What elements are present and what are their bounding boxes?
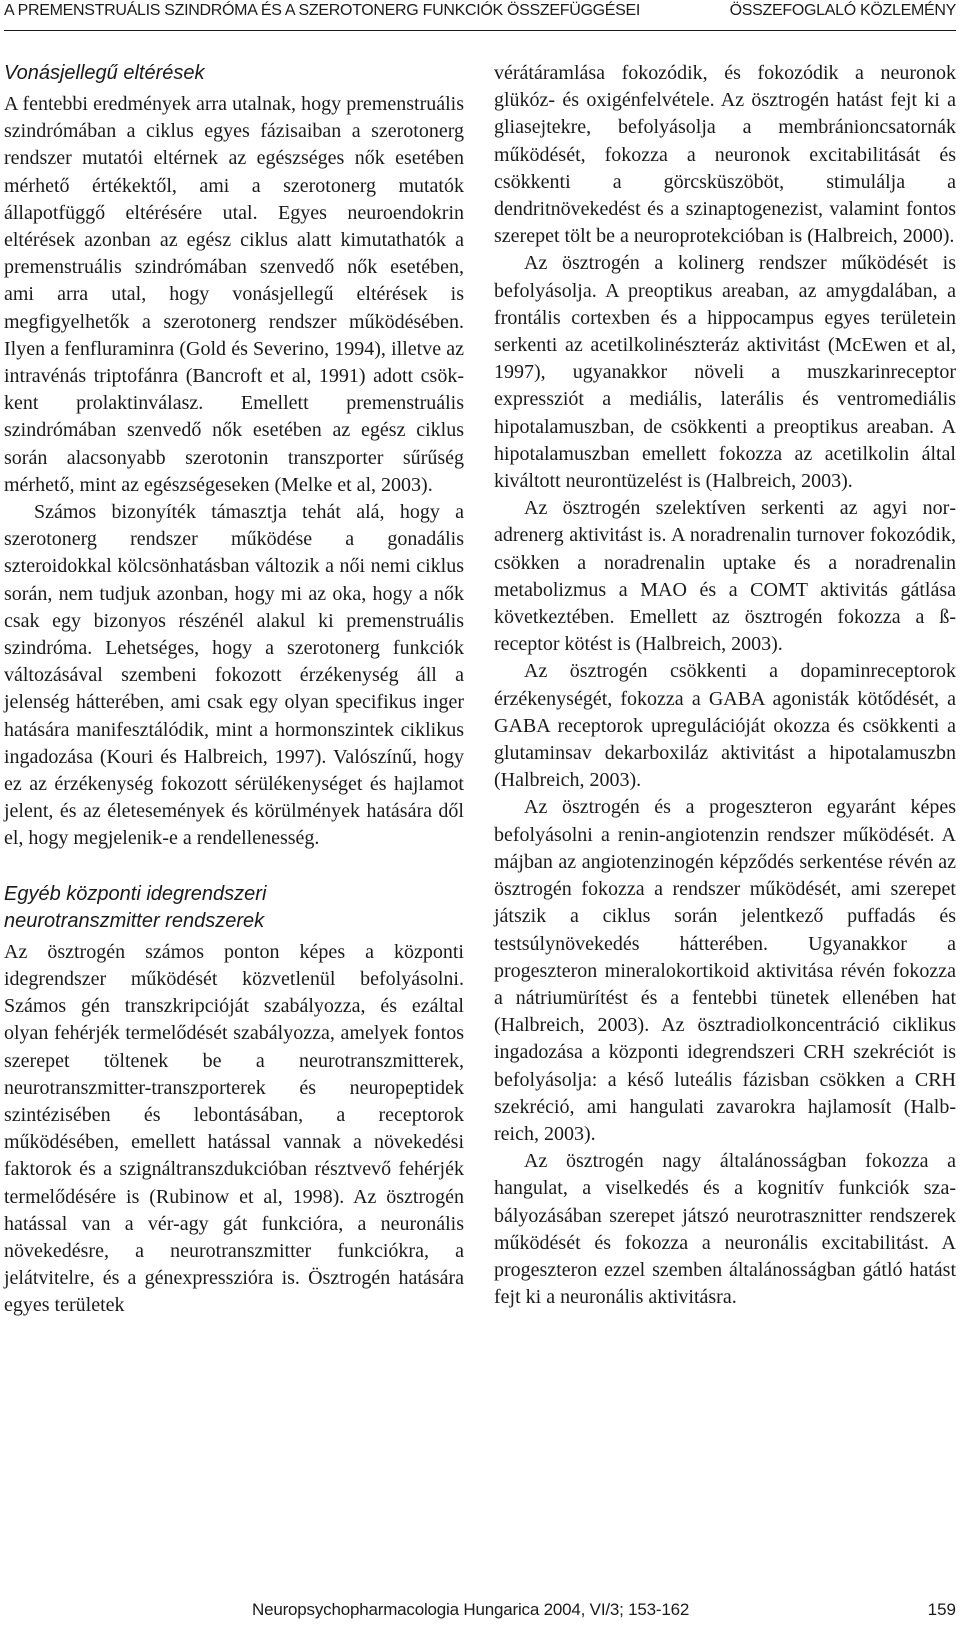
left-column [4,60,464,1320]
paragraph: A fentebbi eredmények arra utalnak, hogy premenstruális szindrómában a ciklus egyes fázisaiban a szerotonerg rendszer mutatói eltérnek az egészséges nők esetében mérhető értékektől, ami a szerotonerg mutatók állapotfüggő eltérésére utal. Egyes neuroendokrin eltérések azonban az egész ciklus alatt kimutathatók a premenstruális szindrómában szenvedő nők esetében, ami arra utal, hogy vonásjellegű eltérések is megfigyelhetők a szerotonerg rendszer működésében. Ilyen a fenfluraminra (Gold és Severino, 1994), illetve az intravénás triptofánra (Bancroft et al, 1991) adott csökkent prolaktinválasz. Emellett premenstruális szindrómában szenvedő nők esetében az egész ciklus során alacsonyabb szerotonin transzporter sűrűség mérhető, mint az egészségeseken (Melke et al, 2003). [4,93,464,496]
section-title-trait-differences: Vonásjellegű eltérések [4,62,205,84]
right-column [494,60,956,1311]
page-number: 159 [927,1600,956,1619]
paragraph: Számos bizonyíték támasztja tehát alá, hogy a szerotonerg rendszer működése a gonadális szteroidokkal kölcsönhatásban változik a női nemi ciklus során, nem tudjuk azonban, hogy mi az oka, hogy a nők csak egy bizonyos részénél alakul ki premenstruális szindróma. Lehetséges, hogy a szerotonerg funkciók változásával szembeni fokozott érzékenység áll a jelenség hátterében, ami csak egy olyan specifikus inger hatására manifesztálódik, mint a hormonszintek ciklikus ingadozása (Kouri és Halbreich, 1997). Valószínű, hogy ez az érzékenység fokozott sérülékenységet és hajlamot jelent, és az életesemények és körülmények hatására dől el, hogy megjelenik-e a rendellenesség. [4,501,464,850]
paragraph: vérátáramlása fokozódik, és fokozódik a neuronok glükóz- és oxigénfelvétele. Az ösztrogén hatást fejt ki a gliasejtekre, befolyásolja a membránioncsatornák működését, fokozza a neuronok excitabilitását és csökkenti a görcsküszöböt, stimulálja a dendritnövekedést és a szinaptogenezist, valamint fontos szerepet tölt be a neuroprotekcióban is (Halbreich, 2000). [494,62,956,248]
paragraph: Az ösztrogén csökkenti a dopaminreceptorok érzékenységét, fokozza a GABA agonisták kötődését, a GABA receptorok upregulációját okozza és csökkenti a glutaminsav dekarboxiláz aktivitást a hipotalamuszbn (Halbreich, 2003). [494,660,956,792]
running-header [4,2,956,31]
paragraph: Az ösztrogén szelektíven serkenti az agyi noradrenerg aktivitást is. A noradrenalin turnover fokozódik, csökken a noradrenalin uptake és a noradrenalin metabolizmus a MAO és a COMT aktivitás gátlása következtében. Emellett az ösztrogén fokozza a ß-receptor kötést is (Halbreich, 2003). [494,497,956,656]
section-title-other-neurotransmitter-systems [4,881,464,935]
section-title-line: Egyéb központi idegrendszeri [4,882,267,905]
paragraph: Az ösztrogén nagy általánosságban fokozza a hangulat, a viselkedés és a kognitív funkciók szabályozásában szerepet játszó neurotrasznitter rendszerek működését és fokozza a neuronális excitabilitást. A progeszteron ezzel szemben általánosságban gátló hatást fejt ki a neuronális aktivitásra. [494,1150,956,1309]
section-title-line: neurotranszmitter rendszerek [4,909,265,932]
paragraph: Az ösztrogén a kolinerg rendszer működését is befolyásolja. A preoptikus areaban, az amygdalában, a frontális cortexben és a hippocampus egyes területein serkenti az acetilkolinészteráz aktivitást (McEwen et al, 1997), ugyanakkor növeli a muszkarinreceptor expressziót a mediális, laterális és ventromediális hipotalamuszban, de csökkenti a preoptikus areaban. A hipotalamuszban emellett fokozza az acetilkolin által kiváltott neurontüzelést is (Halbreich, 2003). [494,252,956,493]
paragraph: Az ösztrogén számos ponton képes a központi idegrendszer működését közvetlenül befolyásolni. Számos gén transzkripcióját szabályozza, és ezáltal olyan fehérjék termelődését szabályozza, amelyek fontos szerepet töltenek be a neurotranszmitterek, neurotranszmitter-transzporterek és neuropeptidek szintézisében és lebontásában, a receptorok működésében, emellett hatással vannak a növekedési faktorok és a szignáltranszdukcióban résztvevő fehérjék termelődésére is (Rubinow et al, 1998). Az ösztrogén hatással van a vér-agy gát funkcióra, a neuronális növekedésre, a neurotranszmitter funkciókra, a jelátvitelre, és a génexpresszióra is. Ösztrogén hatására egyes területek [4,940,464,1317]
paragraph: Az ösztrogén és a progeszteron egyaránt képes befolyásolni a renin-angiotenzin rendszer működését. A májban az angiotenzinogén képződés serkentése révén az ösztrogén fokozza a rendszer működését, ami szerepet játszik a ciklus során jelentkező puffadás és testsúlynövekedés hátterében. Ugyanakkor a progeszteron mineralokortikoid aktivitása révén fokozza a nátriumürítést és a fentebbi tünetek ellenében hat (Halbreich, 2003). Az ösztradiolkoncentráció ciklikus ingadozása a központi idegrendszeri CRH szekréciót is befolyásolja: a késő luteális fázisban csökken a CRH szekréció, ami hangulati zavarokra hajlamosít (Halbreich, 2003). [494,796,956,1145]
journal-citation: Neuropsychopharmacologia Hungarica 2004, VI/3; 153-162 [252,1600,690,1619]
header-article-type: ÖSSZEFOGLALÓ KÖZLEMÉNY [729,2,956,19]
header-article-title: A PREMENSTRUÁLIS SZINDRÓMA ÉS A SZEROTONERG FUNKCIÓK ÖSSZEFÜGGÉSEI [4,2,641,19]
